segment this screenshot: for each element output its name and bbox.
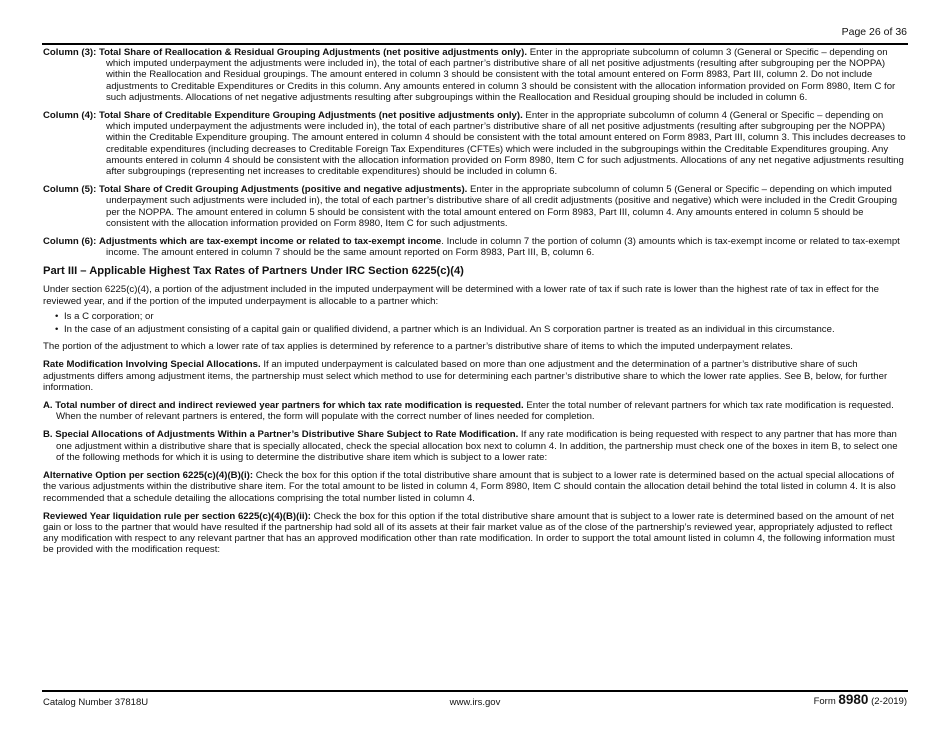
alternative-option-paragraph: Alternative Option per section 6225(c)(4)(B)(i): Check the box for this option if the total distributive share amount that is subject to a lower rate is determined based on the actual special allocations of the various adjustments within the distributive share item. For the total amount to be listed in column 4, Form 8980, Item C should contain the allocation detail behind the total listed in column 4. It is also recommended that a schedule detailing the allocations comprising the total number listed in column 4.	[43, 470, 896, 504]
part-3-intro: Under section 6225(c)(4), a portion of the adjustment included in the imputed underpayment will be determined with a lower rate of tax if such rate is lower than the highest rate of tax in effect for the reviewed year, and if the portion of the imputed underpayment is allocable to a partner which:	[43, 284, 880, 307]
column-4-instruction	[43, 110, 907, 177]
item-b-heading: B. Special Allocations of Adjustments Within a Partner’s Distributive Share Subject to Rate Modification.	[43, 429, 519, 441]
list-item: • In the case of an adjustment consisting of a capital gain or qualified dividend, a partner which is an Individual. An S corporation partner is treated as an individual in this circumstance.	[55, 324, 835, 336]
partner-type-list	[43, 311, 907, 335]
item-b-paragraph: B. Special Allocations of Adjustments Within a Partner’s Distributive Share Subject to Rate Modification. If any rate modification is being requested with respect to any partner that has more than one adjustment within a distributive share that is specially allocated, check the special allocation box next to column 4. In addition, the partnership must check one of the boxes in item B, to select one of the following methods for which it is using to determine the distributive share item which is subject to a lower rate:	[43, 429, 898, 463]
bullet-icon: •	[55, 324, 59, 336]
top-rule	[42, 43, 908, 45]
column-4-label: Column (4):	[43, 110, 97, 122]
column-5-heading: Total Share of Credit Grouping Adjustments (positive and negative adjustments).	[98, 184, 468, 196]
item-a-paragraph: A. Total number of direct and indirect reviewed year partners for which tax rate modification is requested. Enter the total number of relevant partners for which tax rate modification is requested. When the number of relevant partners is entered, the form will populate with the correct number of lines needed for completion.	[43, 400, 894, 423]
column-6-text: . Include in column 7 the portion of column (3) amounts which is tax-exempt income or related to tax-exempt income. The amount entered in column 7 should be the same amount reported on Form 8983, Part III, B, column 6.	[106, 236, 900, 259]
alternative-option-heading: Alternative Option per section 6225(c)(4)(B)(i):	[43, 470, 254, 482]
part-3-title: Part III – Applicable Highest Tax Rates of Partners Under IRC Section 6225(c)(4)	[43, 265, 464, 278]
list-item: • Is a C corporation; or	[55, 310, 154, 322]
website-link[interactable]: www.irs.gov	[449, 697, 501, 708]
form-revision: (2-2019)	[871, 696, 907, 707]
catalog-number: Catalog Number 37818U	[43, 697, 149, 708]
page-content	[43, 47, 907, 563]
column-3-label: Column (3):	[43, 47, 97, 58]
column-3-text: Enter in the appropriate subcolumn of column 3 (General or Specific – depending on which imputed underpayment the adjustments were included in), the total of each partner’s distributive share of all net positive adjustments (resulting after subgrouping per the NOPPA) within the Reallocation and Residual groupings. The amount entered in column 3 should be consistent with the total amount entered on Form 8983, Part III, column 2. Do not include adjustments to Creditable Expenditures or Credits in this column. Any amounts entered in column 3 should be consistent with the allocation information provided on Form 8980, Item C for such adjustments. Allocations of net negative adjustments resulting after subgroupings within the Reallocation and Residual grouping should be included in column 6.	[106, 47, 896, 103]
rate-modification-heading: Rate Modification Involving Special Allocations.	[43, 359, 261, 371]
column-5-label: Column (5):	[43, 184, 97, 196]
column-3-instruction	[43, 47, 907, 103]
column-4-heading: Total Share of Creditable Expenditure Grouping Adjustments (net positive adjustments only).	[98, 110, 523, 122]
bottom-rule	[42, 690, 908, 692]
column-5-instruction	[43, 184, 907, 229]
bullet-icon: •	[55, 310, 59, 322]
form-identifier: Form 8980 (2-2019)	[813, 692, 907, 707]
liquidation-rule-heading: Reviewed Year liquidation rule per section 6225(c)(4)(B)(ii):	[43, 510, 311, 522]
column-3-heading: Total Share of Reallocation & Residual Grouping Adjustments (net positive adjustments only).	[98, 47, 528, 58]
item-a-heading: A. Total number of direct and indirect reviewed year partners for which tax rate modification is requested.	[43, 400, 524, 412]
form-number: 8980	[838, 692, 869, 707]
portion-paragraph: The portion of the adjustment to which a lower rate of tax applies is determined by reference to a partner’s distributive share of items to which the imputed underpayment relates.	[43, 341, 793, 353]
page-number: Page 26 of 36	[841, 26, 907, 38]
column-5-text: Enter in the appropriate subcolumn of column 5 (General or Specific – depending on which imputed underpayment such adjustments were included in), the total of each partner’s distributive share of all credit adjustments (positive and negative) which were included in the Credit Grouping per the NOPPA. The amount entered in column 5 should be consistent with the total amount entered on Form 8983, Part III, column 4. Any amounts entered in column 5 should be consistent with the allocation information provided on Form 8980, Item C for such adjustments.	[106, 184, 898, 229]
column-6-instruction	[43, 236, 907, 258]
column-6-heading: Adjustments which are tax-exempt income or related to tax-exempt income	[98, 236, 442, 248]
liquidation-rule-paragraph: Reviewed Year liquidation rule per section 6225(c)(4)(B)(ii): Check the box for this option if the total distributive share amount that is subject to a lower rate is determined based on the amount of net gain or loss to the partner that would have resulted if the partnership had sold all of its assets at their fair market value as of the close of the partnership’s reviewed year, appropriately adjusted to reflect any modification with respect to any relevant partner that has an approved modification other than rate modification. In order to support the total amount listed in column 4, the following information must be provided with the modification request:	[43, 510, 895, 556]
column-6-label: Column (6):	[43, 236, 97, 248]
column-4-text: Enter in the appropriate subcolumn of column 4 (General or Specific – depending on which imputed underpayment the adjustments were included in), the total of each partner’s distributive share of all net positive adjustments (resulting after subgrouping per the NOPPA) within the Creditable Expenditure grouping. The amount entered in column 4 should be consistent with the total amount entered on Form 8983, Part III, column 3. This includes decreases to creditable expenditures (including decreases to Creditable Foreign Tax Expenditures (CFTEs) which were included in the subgroupings within the Creditable Expenditures grouping. Any amounts entered in column 4 should be consistent with the allocation information provided on Form 8980, Item C for such adjustments. Allocations of any net negative adjustments resulting after subgroupings (representing net increases to creditable expenditures) should be included in column 6.	[106, 110, 906, 178]
rate-modification-paragraph: Rate Modification Involving Special Allocations. If an imputed underpayment is calculated based on more than one adjustment and the determination of a partner’s distributive share of such adjustments differs among adjustment items, the partnership must select which method to use for determining each partner’s distributive share to which the lower rate applies. See B, below, for further information.	[43, 359, 888, 393]
